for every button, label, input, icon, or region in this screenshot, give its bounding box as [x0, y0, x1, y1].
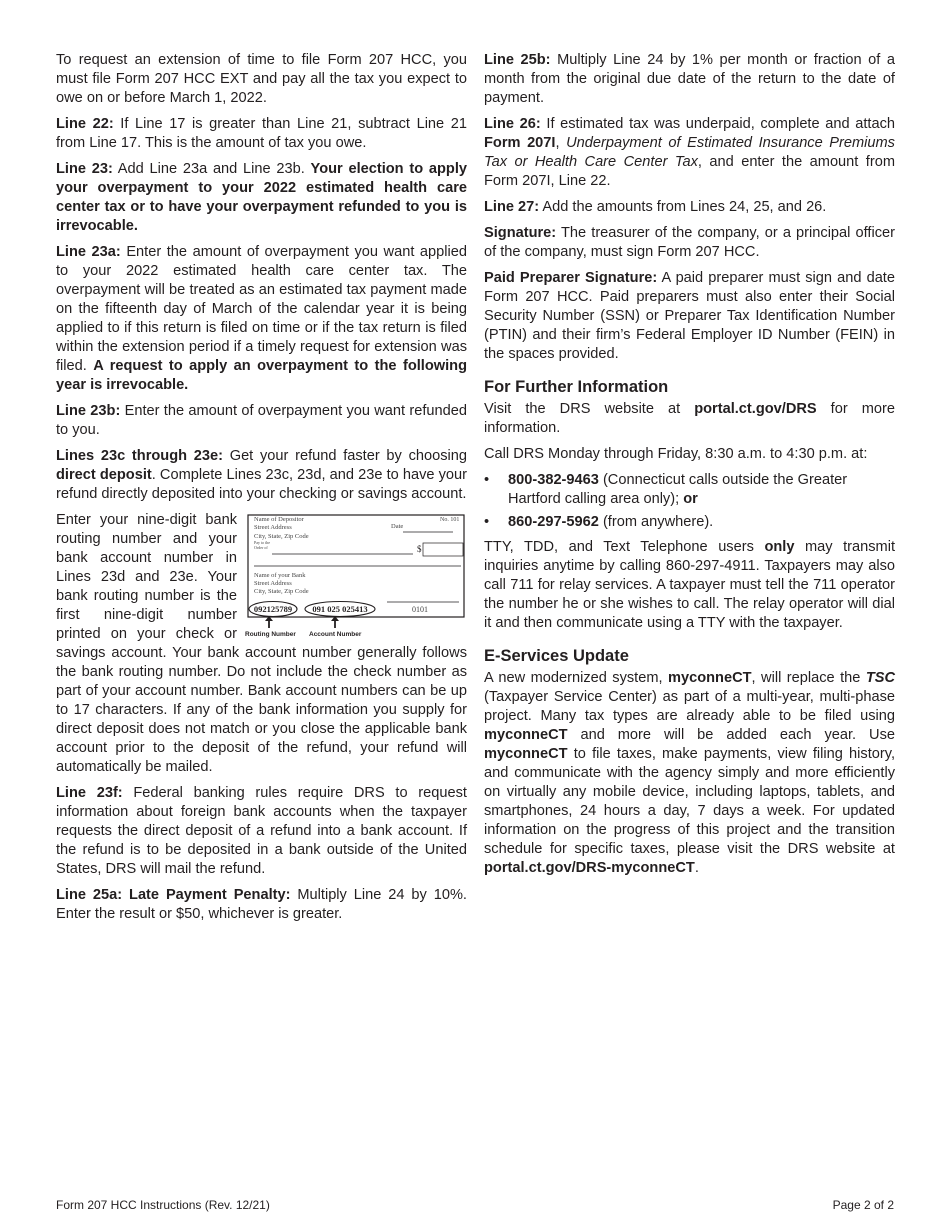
line-23b-text: Enter the amount of overpayment you want refunded to you.: [56, 403, 467, 438]
es-text-5: to file taxes, make payments, view filing history, and communicate with the agency simply and more efficiently on virtually any mobile device, including laptops, tablets, and smartphones, 24 hours a day, 7 days a week. For updated information on the progress of this project and the transition schedule for specific taxes, please visit the DRS website at: [484, 746, 895, 857]
phone-number-1[interactable]: 800-382-9463: [508, 472, 599, 488]
es-text-4: and more will be added each year. Use: [567, 727, 895, 743]
lines-23c-text-2: . Complete Lines 23c, 23d, and 23e to have your refund directly deposited into your checking or savings account.: [56, 467, 467, 502]
es-text-2: , will replace the: [751, 670, 866, 686]
line-27-text: Add the amounts from Lines 24, 25, and 26.: [539, 199, 827, 215]
intro-paragraph: To request an extension of time to file Form 207 HCC, you must file Form 207 HCC EXT and pay all the tax you expect to owe on or before March 1, 2022.: [56, 52, 467, 106]
tty-text-2: may transmit inquiries anytime by calling 860-297-4911. Taxpayers may also call 711 for relay services. A taxpayer must tell the 711 operator the number he or she wishes to call. The relay operator will dial it and then communicate using a TTY with the taxpayer.: [484, 539, 895, 631]
eservices-paragraph: [484, 669, 895, 878]
line-23a-bold-text: A request to apply an overpayment to the following year is irrevocable.: [56, 358, 467, 393]
tty-only-bold: only: [764, 539, 795, 555]
check-pay-to-the: Pay to the: [254, 540, 270, 545]
bullet-icon: •: [484, 472, 490, 488]
myconnect-bold: myconneCT: [484, 746, 568, 762]
check-bank-name: Name of your Bank: [254, 572, 306, 579]
line-25b-text: Multiply Line 24 by 1% per month or fraction of a month from the original due date of the return to the date of payment.: [484, 52, 896, 106]
es-text-3: (Taxpayer Service Center) as part of a multi-year, multi-phase project. Many tax types are already able to be filed using: [484, 689, 895, 724]
list-item: [484, 471, 895, 509]
line-25a-label: Line 25a: Late Payment Penalty:: [56, 887, 291, 903]
line-26-paragraph: [484, 115, 895, 191]
check-date-label: Date: [391, 523, 404, 530]
eservices-heading: E-Services Update: [484, 647, 629, 665]
check-city-state-zip: City, State, Zip Code: [254, 533, 309, 540]
line-23a-text: Enter the amount of overpayment you want applied to your 2022 estimated health care center tax. The overpayment will be treated as an estimated tax payment made on the fifteenth day of March of the calendar year it is being applied to if this return is filed on time or if the tax return is filed within the extension period if a timely request for extension was filed.: [56, 244, 467, 374]
line-23f-label: Line 23f:: [56, 785, 123, 801]
line-25a-text: Multiply Line 24 by 10%. Enter the result or $50, whichever is greater.: [56, 887, 467, 922]
routing-number-paragraph: Enter your nine-digit bank routing number and your bank account number in Lines 23d and 23e. Your bank routing number is the first nine-digit number printed on your check or savings account. Your bank account number generally follows the bank routing number. Do not include the check number as part of your account number. Bank account numbers can be up to 17 characters. If any of the bank information you supply for direct deposit does not match or you close the applicable bank account prior to the deposit of the refund, your refund will automatically be mailed.: [56, 512, 467, 775]
es-text: A new modernized system,: [484, 670, 669, 686]
phone-number-2[interactable]: 860-297-5962: [508, 514, 599, 530]
line-23b-paragraph: [56, 402, 467, 440]
line-23a-paragraph: [56, 243, 467, 395]
signature-label: Signature:: [484, 225, 557, 241]
line-26-text-2: , and enter the amount from Form 207I, Line 22.: [484, 154, 895, 189]
footer-form-title: Form 207 HCC Instructions (Rev. 12/21): [56, 1198, 270, 1212]
line-27-paragraph: [484, 198, 895, 217]
paid-preparer-paragraph: [484, 269, 895, 364]
line-26-label: Line 26:: [484, 116, 541, 132]
lines-23c-label: Lines 23c through 23e:: [56, 448, 223, 464]
list-item: [484, 513, 895, 532]
paid-preparer-text: A paid preparer must sign and date Form 207 HCC. Paid preparers must also enter their Social Security Number (SSN) or Preparer Tax Identification Number (PTIN) and their firm’s Federal Employer ID Number (FEIN) in the spaces provided.: [484, 270, 895, 362]
line-25a-paragraph: [56, 886, 467, 924]
check-bank-street: Street Address: [254, 580, 292, 587]
check-routing-value: 092125789: [253, 604, 293, 614]
right-column: [484, 51, 895, 885]
left-column: [56, 51, 467, 931]
myconnect-bold: myconneCT: [668, 670, 752, 686]
line-27-label: Line 27:: [484, 199, 540, 215]
routing-block: [56, 511, 467, 784]
footer-page-number: Page 2 of 2: [832, 1198, 894, 1212]
bullet-icon: •: [484, 514, 490, 530]
check-bank-city: City, State, Zip Code: [254, 588, 309, 595]
check-account-value: 091 025 025413: [312, 604, 368, 614]
routing-number-label: Routing Number: [245, 631, 296, 638]
drs-website-link[interactable]: portal.ct.gov/DRS: [694, 401, 817, 417]
tty-paragraph: [484, 538, 895, 633]
line-23a-label: Line 23a:: [56, 244, 121, 260]
tty-text: TTY, TDD, and Text Telephone users: [484, 539, 765, 555]
line-22-text: If Line 17 is greater than Line 21, subtract Line 21 from Line 17. This is the amount of tax you owe.: [56, 116, 467, 151]
lines-23c-23e-paragraph: [56, 447, 467, 504]
check-order-of: Order of: [254, 545, 268, 550]
line-23f-paragraph: [56, 784, 467, 879]
signature-text: The treasurer of the company, or a principal officer of the company, must sign Form 207 HCC.: [484, 225, 895, 260]
line-25b-paragraph: [484, 51, 895, 108]
phone-or: or: [683, 491, 698, 507]
visit-website-paragraph: [484, 400, 895, 438]
line-26-text: If estimated tax was underpaid, complete and attach: [540, 116, 896, 132]
call-drs-paragraph: Call DRS Monday through Friday, 8:30 a.m. to 4:30 p.m. at:: [484, 446, 868, 462]
line-23f-text: Federal banking rules require DRS to request information about foreign bank accounts when the taxpayer requests the direct deposit of a refund into a bank account. If the refund is to be deposited in a bank outside of the United States, DRS will mail the refund.: [56, 785, 467, 877]
phone-2-text: (from anywhere).: [598, 514, 714, 530]
sample-check-illustration: [245, 514, 467, 639]
form-207i-bold: Form 207I: [484, 135, 556, 151]
es-end: .: [694, 860, 699, 876]
check-number-label: No. 101: [440, 517, 460, 523]
sample-check-figure: [245, 514, 467, 639]
line-22-paragraph: [56, 115, 467, 153]
line-22-label: Line 22:: [56, 116, 114, 132]
check-number-value: 0101: [412, 605, 428, 614]
line-23-bold-text: Your election to apply your overpayment to your 2022 estimated health care center tax or to have your overpayment refunded to you is irrevocable.: [56, 161, 467, 234]
paid-preparer-label: Paid Preparer Signature:: [484, 270, 658, 286]
lines-23c-text: Get your refund faster by choosing: [222, 448, 467, 464]
line-23-text: Add Line 23a and Line 23b.: [112, 161, 311, 177]
check-dollar-sign: $: [417, 544, 422, 554]
line-26-separator: ,: [555, 135, 567, 151]
myconnect-bold: myconneCT: [484, 727, 568, 743]
line-23-paragraph: [56, 160, 467, 236]
line-25b-label: Line 25b:: [484, 52, 551, 68]
tsc-bold-italic: TSC: [865, 670, 895, 686]
direct-deposit-bold: direct deposit: [56, 467, 152, 483]
phone-1-text: (Connecticut calls outside the Greater Hartford calling area only);: [508, 472, 848, 507]
visit-text-2: for more information.: [484, 401, 895, 436]
signature-paragraph: [484, 224, 895, 262]
line-23b-label: Line 23b:: [56, 403, 121, 419]
myconnect-website-link[interactable]: portal.ct.gov/DRS-myconneCT: [484, 860, 695, 876]
line-23-label: Line 23:: [56, 161, 113, 177]
check-name-of-depositor: Name of Depositor: [254, 516, 304, 523]
form-207i-title: Underpayment of Estimated Insurance Premiums Tax or Health Care Center Tax: [484, 135, 895, 170]
phone-list: [484, 471, 895, 532]
check-street-address: Street Address: [254, 524, 292, 531]
visit-text: Visit the DRS website at: [484, 401, 695, 417]
account-number-label: Account Number: [309, 631, 362, 638]
further-information-heading: For Further Information: [484, 378, 669, 396]
